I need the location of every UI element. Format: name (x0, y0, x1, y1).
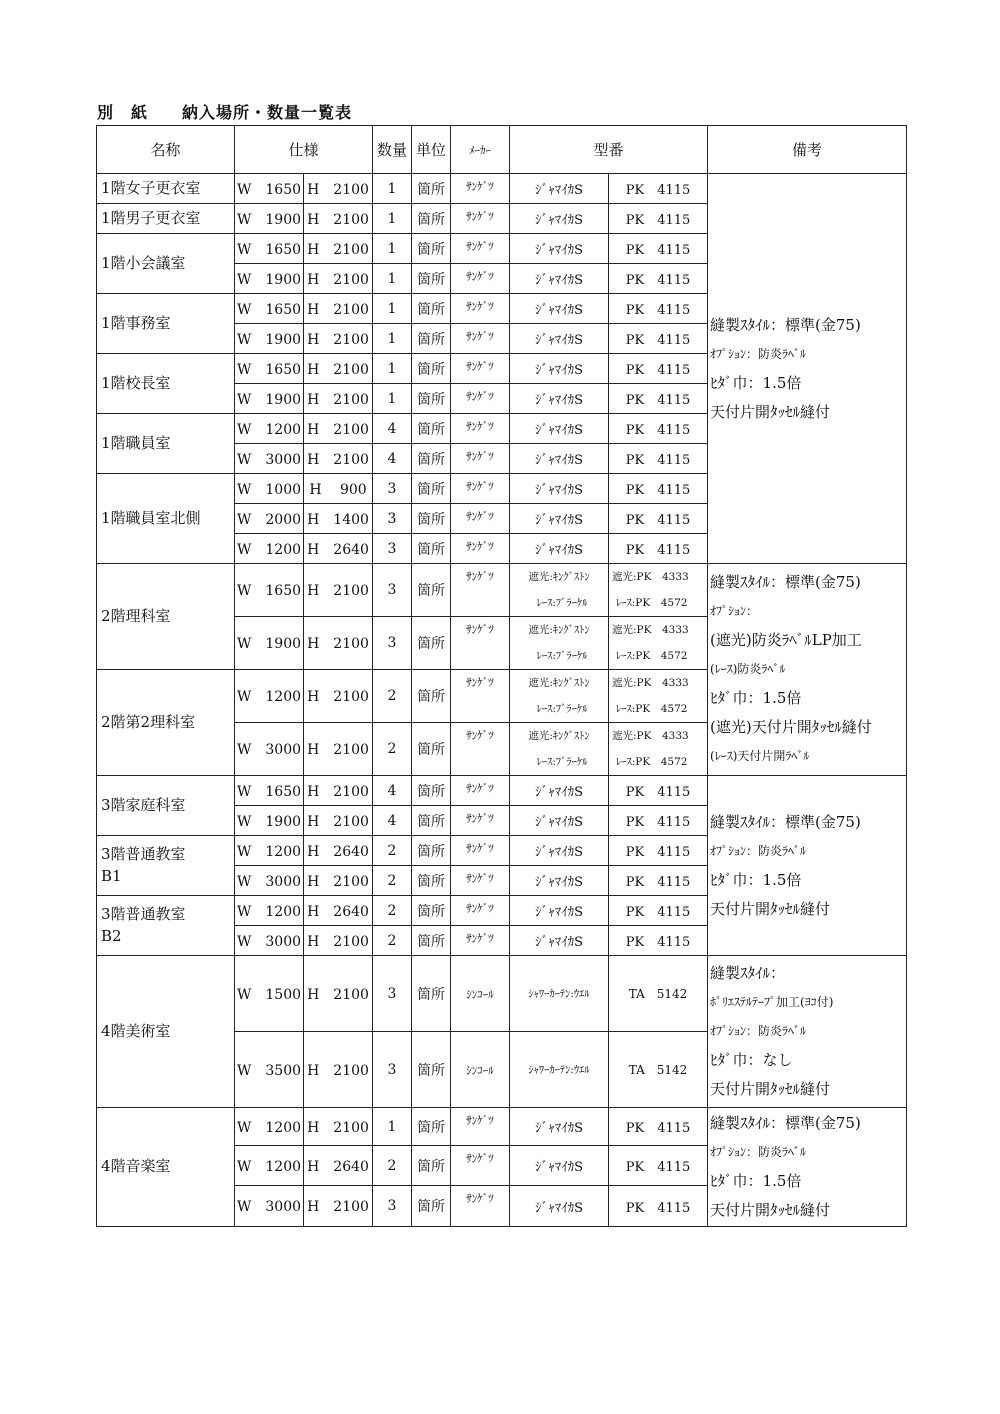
unit-value: 箇所 (412, 204, 451, 234)
maker-value: ｻﾝｹﾞﾂ (451, 264, 510, 294)
model-lace: ﾚｰｽ:ﾌﾞﾗｰｹﾙ (536, 703, 588, 715)
remarks-line: 天付片開ﾀｯｾﾙ縫付 (710, 1201, 831, 1219)
height-value: H 2100 (304, 670, 373, 723)
height-value: H 2100 (304, 1032, 373, 1108)
quantity-value: 2 (373, 836, 412, 866)
part-number: PK 4115 (609, 504, 708, 534)
maker-value: ｻﾝｹﾞﾂ (451, 414, 510, 444)
model-lace: ﾚｰｽ:ﾌﾞﾗｰｹﾙ (536, 597, 588, 609)
model-name: ｼﾞｬﾏｲｶS (510, 444, 609, 474)
height-value: H 2100 (304, 806, 373, 836)
part-number-lace: ﾚｰｽ:PK 4572 (616, 756, 688, 768)
unit-value: 箇所 (412, 174, 451, 204)
quantity-value: 3 (373, 1186, 412, 1227)
width-value: W 1650 (235, 564, 304, 617)
maker-value: ｼﾝｺｰﾙ (451, 1032, 510, 1108)
remarks-line: (遮光)防炎ﾗﾍﾞﾙLP加工 (710, 631, 862, 649)
height-value: H 2100 (304, 324, 373, 354)
quantity-value: 1 (373, 204, 412, 234)
quantity-value: 2 (373, 1146, 412, 1186)
height-value: H 2100 (304, 264, 373, 294)
quantity-value: 3 (373, 564, 412, 617)
location-name: 3階普通教室 B2 (97, 896, 235, 956)
height-value: H 2100 (304, 444, 373, 474)
quantity-value: 4 (373, 414, 412, 444)
part-number (609, 723, 708, 776)
location-name: 4階音楽室 (97, 1108, 235, 1227)
width-value: W 3000 (235, 444, 304, 474)
part-number (609, 670, 708, 723)
unit-value: 箇所 (412, 474, 451, 504)
remarks-line: ﾋﾀﾞ巾：1.5倍 (710, 373, 802, 392)
width-value: W 3000 (235, 866, 304, 896)
quantity-value: 4 (373, 806, 412, 836)
part-number: PK 4115 (609, 806, 708, 836)
model-name: ｼﾞｬﾏｲｶS (510, 1186, 609, 1227)
part-number: PK 4115 (609, 294, 708, 324)
model-blackout: 遮光:ｷﾝｸﾞｽﾄﾝ (528, 624, 590, 636)
height-value: H 2640 (304, 1146, 373, 1186)
part-number: PK 4115 (609, 324, 708, 354)
maker-value: ｻﾝｹﾞﾂ (451, 1108, 510, 1146)
unit-value: 箇所 (412, 806, 451, 836)
maker-value: ｻﾝｹﾞﾂ (451, 324, 510, 354)
quantity-value: 3 (373, 617, 412, 670)
maker-value: ｼﾝｺｰﾙ (451, 956, 510, 1032)
unit-value: 箇所 (412, 534, 451, 564)
width-value: W 1650 (235, 174, 304, 204)
height-value: H 2100 (304, 1186, 373, 1227)
width-value: W 1650 (235, 776, 304, 806)
model-name: ｼﾞｬﾏｲｶS (510, 896, 609, 926)
unit-value: 箇所 (412, 234, 451, 264)
width-value: W 1200 (235, 836, 304, 866)
remarks-line: ﾎﾟﾘｴｽﾃﾙﾃｰﾌﾟ加工(ﾖｺ付) (710, 995, 834, 1009)
maker-value: ｻﾝｹﾞﾂ (451, 474, 510, 504)
part-number: PK 4115 (609, 836, 708, 866)
part-number: PK 4115 (609, 1146, 708, 1186)
location-name: 1階男子更衣室 (97, 204, 235, 234)
maker-value: ｻﾝｹﾞﾂ (451, 776, 510, 806)
maker-value: ｻﾝｹﾞﾂ (451, 174, 510, 204)
width-value: W 1900 (235, 806, 304, 836)
maker-value: ｻﾝｹﾞﾂ (451, 204, 510, 234)
part-number-lace: ﾚｰｽ:PK 4572 (616, 597, 688, 609)
height-value: H 2100 (304, 354, 373, 384)
unit-value: 箇所 (412, 564, 451, 617)
model-name: ｼﾞｬﾏｲｶS (510, 1146, 609, 1186)
remarks-line: 縫製ｽﾀｲﾙ：標準(金75) (710, 573, 861, 591)
height-value: H 2100 (304, 723, 373, 776)
unit-value: 箇所 (412, 1108, 451, 1146)
table-row (97, 776, 907, 806)
unit-value: 箇所 (412, 444, 451, 474)
quantity-value: 1 (373, 354, 412, 384)
location-name: 2階理科室 (97, 564, 235, 670)
maker-value: ｻﾝｹﾞﾂ (451, 806, 510, 836)
unit-value: 箇所 (412, 1186, 451, 1227)
unit-value: 箇所 (412, 617, 451, 670)
remarks-line: ｵﾌﾟｼｮﾝ：防炎ﾗﾍﾞﾙ (710, 1145, 807, 1159)
part-number-lace: ﾚｰｽ:PK 4572 (616, 703, 688, 715)
height-value: H 2640 (304, 896, 373, 926)
unit-value: 箇所 (412, 723, 451, 776)
quantity-value: 1 (373, 294, 412, 324)
part-number: PK 4115 (609, 534, 708, 564)
location-name: 1階校長室 (97, 354, 235, 414)
height-value: H 2100 (304, 204, 373, 234)
part-number (609, 617, 708, 670)
height-value: H 2100 (304, 414, 373, 444)
maker-value: ｻﾝｹﾞﾂ (451, 670, 510, 723)
remarks-line: ﾋﾀﾞ巾：なし (710, 1051, 793, 1069)
quantity-value: 2 (373, 896, 412, 926)
part-number: PK 4115 (609, 1108, 708, 1146)
maker-value: ｻﾝｹﾞﾂ (451, 896, 510, 926)
header-maker: ﾒｰｶｰ (451, 126, 510, 174)
page-title: 別 紙 納入場所・数量一覧表 (97, 103, 353, 122)
remarks-line: (ﾚｰｽ)天付片開ﾗﾍﾞﾙ (710, 749, 810, 763)
part-number: TA 5142 (609, 956, 708, 1032)
width-value: W 3000 (235, 723, 304, 776)
part-number (609, 564, 708, 617)
part-number: PK 4115 (609, 896, 708, 926)
remarks-line: (ﾚｰｽ)防炎ﾗﾍﾞﾙ (710, 662, 786, 676)
unit-value: 箇所 (412, 926, 451, 956)
location-name: 3階普通教室 B1 (97, 836, 235, 896)
width-value: W 1500 (235, 956, 304, 1032)
height-value: H 2100 (304, 564, 373, 617)
unit-value: 箇所 (412, 504, 451, 534)
quantity-value: 3 (373, 474, 412, 504)
remarks-line: 縫製ｽﾀｲﾙ：標準(金75) (710, 1114, 861, 1132)
remarks-line: ｵﾌﾟｼｮﾝ：防炎ﾗﾍﾞﾙ (710, 1024, 807, 1038)
remarks-cell (708, 174, 907, 564)
quantity-value: 2 (373, 926, 412, 956)
model-name: ｼﾞｬﾏｲｶS (510, 354, 609, 384)
unit-value: 箇所 (412, 956, 451, 1032)
unit-value: 箇所 (412, 384, 451, 414)
height-value: H 900 (304, 474, 373, 504)
part-number: PK 4115 (609, 234, 708, 264)
width-value: W 1900 (235, 384, 304, 414)
model-name: ｼﾞｬﾏｲｶS (510, 1108, 609, 1146)
part-number: PK 4115 (609, 1186, 708, 1227)
maker-value: ｻﾝｹﾞﾂ (451, 534, 510, 564)
height-value: H 2100 (304, 294, 373, 324)
height-value: H 2100 (304, 776, 373, 806)
part-number: PK 4115 (609, 474, 708, 504)
width-value: W 3500 (235, 1032, 304, 1108)
part-number-blackout: 遮光:PK 4333 (612, 624, 689, 636)
remarks-line: ﾋﾀﾞ巾：1.5倍 (710, 1172, 802, 1190)
maker-value: ｻﾝｹﾞﾂ (451, 926, 510, 956)
width-value: W 1900 (235, 204, 304, 234)
unit-value: 箇所 (412, 414, 451, 444)
table-row (97, 564, 907, 617)
part-number: PK 4115 (609, 354, 708, 384)
quantity-value: 3 (373, 1032, 412, 1108)
width-value: W 1650 (235, 294, 304, 324)
maker-value: ｻﾝｹﾞﾂ (451, 444, 510, 474)
quantity-value: 1 (373, 1108, 412, 1146)
remarks-line: ｵﾌﾟｼｮﾝ：防炎ﾗﾍﾞﾙ (710, 843, 807, 858)
table-row (97, 956, 907, 1032)
height-value: H 1400 (304, 504, 373, 534)
unit-value: 箇所 (412, 866, 451, 896)
part-number: PK 4115 (609, 204, 708, 234)
header-model: 型番 (510, 126, 708, 174)
maker-value: ｻﾝｹﾞﾂ (451, 294, 510, 324)
width-value: W 1000 (235, 474, 304, 504)
model-name: ｼﾞｬﾏｲｶS (510, 474, 609, 504)
height-value: H 2640 (304, 836, 373, 866)
quantity-value: 2 (373, 866, 412, 896)
remarks-line: ﾋﾀﾞ巾：1.5倍 (710, 870, 802, 889)
table-row (97, 174, 907, 204)
height-value: H 2100 (304, 1108, 373, 1146)
maker-value: ｻﾝｹﾞﾂ (451, 384, 510, 414)
location-name: 1階職員室北側 (97, 474, 235, 564)
width-value: W 3000 (235, 1186, 304, 1227)
height-value: H 2100 (304, 956, 373, 1032)
height-value: H 2100 (304, 174, 373, 204)
delivery-quantity-table (96, 125, 907, 1227)
model-name: ｼﾞｬﾏｲｶS (510, 534, 609, 564)
model-name: ｼﾞｬﾏｲｶS (510, 174, 609, 204)
width-value: W 1200 (235, 1108, 304, 1146)
height-value: H 2640 (304, 534, 373, 564)
width-value: W 1200 (235, 896, 304, 926)
unit-value: 箇所 (412, 670, 451, 723)
remarks-line: 縫製ｽﾀｲﾙ：標準(金75) (710, 812, 861, 831)
remarks-cell (708, 956, 907, 1108)
header-unit: 単位 (412, 126, 451, 174)
remarks-line: (遮光)天付片開ﾀｯｾﾙ縫付 (710, 718, 872, 736)
unit-value: 箇所 (412, 1146, 451, 1186)
header-remarks: 備考 (708, 126, 907, 174)
maker-value: ｻﾝｹﾞﾂ (451, 504, 510, 534)
width-value: W 1900 (235, 617, 304, 670)
height-value: H 2100 (304, 926, 373, 956)
part-number-blackout: 遮光:PK 4333 (612, 677, 689, 689)
remarks-line: 天付片開ﾀｯｾﾙ縫付 (710, 402, 831, 421)
location-name: 3階家庭科室 (97, 776, 235, 836)
maker-value: ｻﾝｹﾞﾂ (451, 234, 510, 264)
part-number-lace: ﾚｰｽ:PK 4572 (616, 650, 688, 662)
width-value: W 2000 (235, 504, 304, 534)
model-blackout: 遮光:ｷﾝｸﾞｽﾄﾝ (528, 677, 590, 689)
location-name: 4階美術室 (97, 956, 235, 1108)
model-name (510, 723, 609, 776)
unit-value: 箇所 (412, 264, 451, 294)
remarks-line: 天付片開ﾀｯｾﾙ縫付 (710, 1080, 831, 1098)
model-name: ｼｬﾜｰｶｰﾃﾝ:ｳｴﾙ (510, 956, 609, 1032)
quantity-value: 2 (373, 723, 412, 776)
model-name: ｼﾞｬﾏｲｶS (510, 264, 609, 294)
remarks-cell (708, 564, 907, 776)
model-blackout: 遮光:ｷﾝｸﾞｽﾄﾝ (528, 730, 590, 742)
header-spec: 仕様 (235, 126, 373, 174)
model-lace: ﾚｰｽ:ﾌﾞﾗｰｹﾙ (536, 650, 588, 662)
model-name: ｼｬﾜｰｶｰﾃﾝ:ｳｴﾙ (510, 1032, 609, 1108)
model-name: ｼﾞｬﾏｲｶS (510, 866, 609, 896)
width-value: W 1650 (235, 234, 304, 264)
remarks-cell (708, 776, 907, 956)
unit-value: 箇所 (412, 836, 451, 866)
location-name: 1階職員室 (97, 414, 235, 474)
quantity-value: 1 (373, 384, 412, 414)
width-value: W 1650 (235, 354, 304, 384)
model-name: ｼﾞｬﾏｲｶS (510, 234, 609, 264)
part-number: PK 4115 (609, 264, 708, 294)
model-name: ｼﾞｬﾏｲｶS (510, 384, 609, 414)
maker-value: ｻﾝｹﾞﾂ (451, 723, 510, 776)
quantity-value: 3 (373, 534, 412, 564)
part-number: PK 4115 (609, 414, 708, 444)
remarks-line: ｵﾌﾟｼｮﾝ：防炎ﾗﾍﾞﾙ (710, 346, 807, 361)
width-value: W 1200 (235, 534, 304, 564)
unit-value: 箇所 (412, 776, 451, 806)
model-name: ｼﾞｬﾏｲｶS (510, 294, 609, 324)
quantity-value: 3 (373, 956, 412, 1032)
remarks-line: 縫製ｽﾀｲﾙ： (710, 964, 786, 982)
model-name: ｼﾞｬﾏｲｶS (510, 204, 609, 234)
quantity-value: 4 (373, 776, 412, 806)
width-value: W 1200 (235, 670, 304, 723)
location-name: 1階女子更衣室 (97, 174, 235, 204)
remarks-line: 縫製ｽﾀｲﾙ：標準(金75) (710, 315, 861, 334)
maker-value: ｻﾝｹﾞﾂ (451, 866, 510, 896)
table-row (97, 1108, 907, 1146)
quantity-value: 1 (373, 324, 412, 354)
header-name: 名称 (97, 126, 235, 174)
location-name: 1階事務室 (97, 294, 235, 354)
model-lace: ﾚｰｽ:ﾌﾞﾗｰｹﾙ (536, 756, 588, 768)
maker-value: ｻﾝｹﾞﾂ (451, 1146, 510, 1186)
model-name: ｼﾞｬﾏｲｶS (510, 776, 609, 806)
height-value: H 2100 (304, 866, 373, 896)
location-name: 1階小会議室 (97, 234, 235, 294)
quantity-value: 3 (373, 504, 412, 534)
model-name: ｼﾞｬﾏｲｶS (510, 504, 609, 534)
quantity-value: 1 (373, 234, 412, 264)
part-number-blackout: 遮光:PK 4333 (612, 730, 689, 742)
remarks-line: 天付片開ﾀｯｾﾙ縫付 (710, 899, 831, 918)
quantity-value: 1 (373, 174, 412, 204)
unit-value: 箇所 (412, 324, 451, 354)
height-value: H 2100 (304, 234, 373, 264)
part-number: PK 4115 (609, 866, 708, 896)
height-value: H 2100 (304, 617, 373, 670)
width-value: W 1900 (235, 324, 304, 354)
model-name: ｼﾞｬﾏｲｶS (510, 836, 609, 866)
maker-value: ｻﾝｹﾞﾂ (451, 836, 510, 866)
part-number: PK 4115 (609, 384, 708, 414)
remarks-cell (708, 1108, 907, 1227)
header-quantity: 数量 (373, 126, 412, 174)
quantity-value: 2 (373, 670, 412, 723)
unit-value: 箇所 (412, 1032, 451, 1108)
width-value: W 1200 (235, 414, 304, 444)
part-number: PK 4115 (609, 926, 708, 956)
location-name: 2階第2理科室 (97, 670, 235, 776)
maker-value: ｻﾝｹﾞﾂ (451, 617, 510, 670)
model-name: ｼﾞｬﾏｲｶS (510, 414, 609, 444)
maker-value: ｻﾝｹﾞﾂ (451, 354, 510, 384)
part-number-blackout: 遮光:PK 4333 (612, 571, 689, 583)
model-name: ｼﾞｬﾏｲｶS (510, 324, 609, 354)
model-name: ｼﾞｬﾏｲｶS (510, 806, 609, 836)
height-value: H 2100 (304, 384, 373, 414)
width-value: W 3000 (235, 926, 304, 956)
maker-value: ｻﾝｹﾞﾂ (451, 1186, 510, 1227)
unit-value: 箇所 (412, 354, 451, 384)
remarks-line: ｵﾌﾟｼｮﾝ： (710, 604, 759, 618)
quantity-value: 1 (373, 264, 412, 294)
unit-value: 箇所 (412, 294, 451, 324)
maker-value: ｻﾝｹﾞﾂ (451, 564, 510, 617)
part-number: PK 4115 (609, 776, 708, 806)
model-name: ｼﾞｬﾏｲｶS (510, 926, 609, 956)
model-name (510, 670, 609, 723)
width-value: W 1900 (235, 264, 304, 294)
model-name (510, 564, 609, 617)
remarks-line: ﾋﾀﾞ巾：1.5倍 (710, 689, 802, 707)
quantity-value: 4 (373, 444, 412, 474)
unit-value: 箇所 (412, 896, 451, 926)
model-name (510, 617, 609, 670)
width-value: W 1200 (235, 1146, 304, 1186)
part-number: PK 4115 (609, 174, 708, 204)
part-number: PK 4115 (609, 444, 708, 474)
part-number: TA 5142 (609, 1032, 708, 1108)
model-blackout: 遮光:ｷﾝｸﾞｽﾄﾝ (528, 571, 590, 583)
